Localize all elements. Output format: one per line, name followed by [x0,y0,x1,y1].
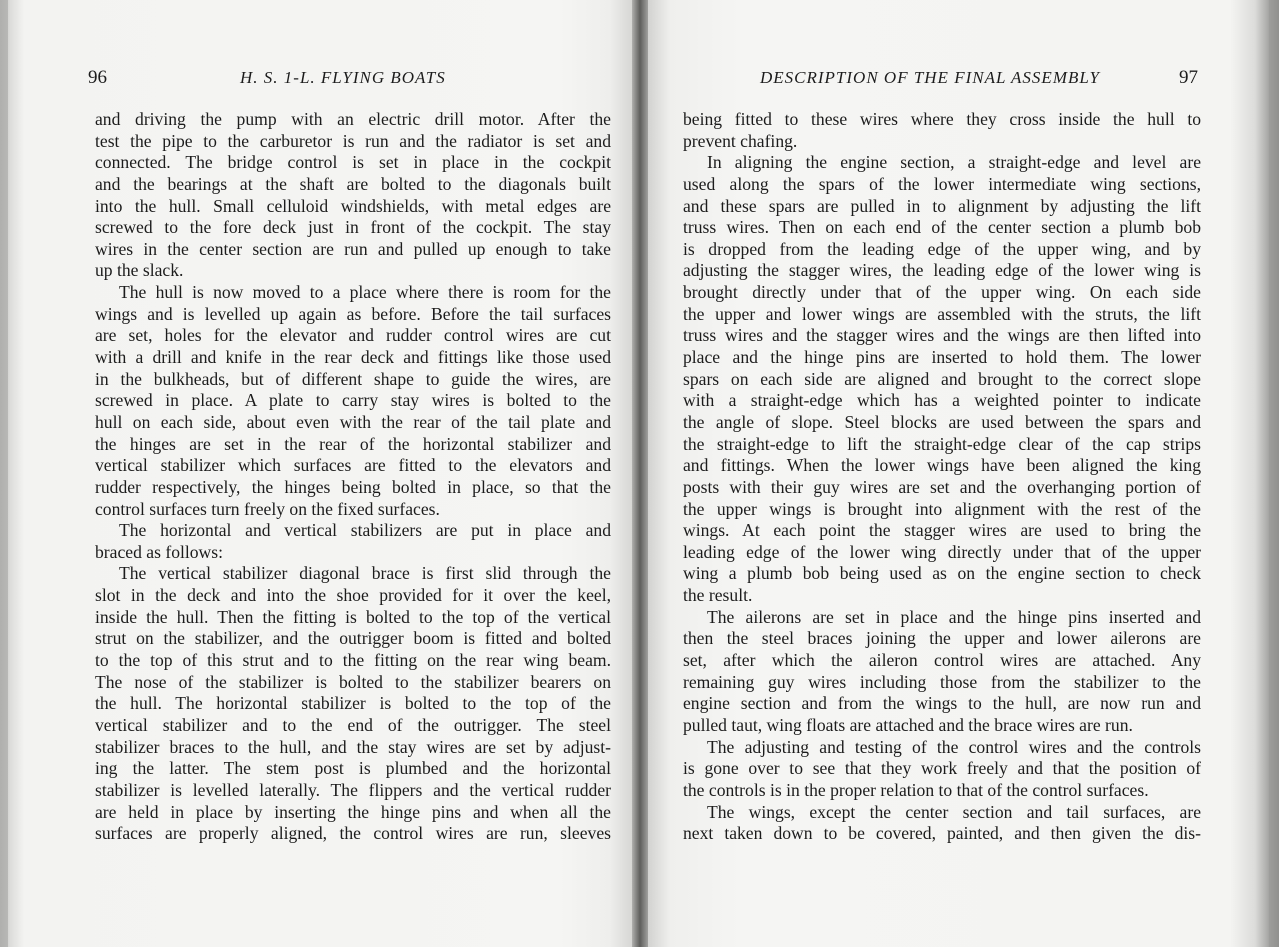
text-line: vertical stabilizer and to the end of the outrigger. The steel [95,714,611,735]
left-running-head: H. S. 1-L. FLYING BOATS [240,68,446,87]
left-page-header [88,66,618,90]
text-line: engine section and from the wings to the hull, are now run and [683,693,1201,714]
text-line: The nose of the stabilizer is bolted to the stabilizer bearers on [95,671,611,692]
text-line: pulled taut, wing floats are attached and the brace wires are run. [683,714,1133,735]
right-page-number: 97 [1179,67,1198,88]
text-line: prevent chafing. [683,130,798,151]
text-line: the upper and lower wings are assembled with the struts, the lift [683,303,1201,324]
text-line: posts with their guy wires are set and the overhanging portion of [683,476,1201,497]
left-page-number: 96 [88,67,107,88]
text-line: screwed in place. A plate to carry stay wires is bolted to the [95,390,611,411]
text-line: test the pipe to the carburetor is run and the radiator is set and [95,130,611,151]
text-line: surfaces are properly aligned, the control wires are run, sleeves [95,823,611,844]
text-line: the upper wings is brought into alignment with the rest of the [683,498,1201,519]
text-line: strut on the stabilizer, and the outrigger boom is fitted and bolted [95,628,611,649]
text-line: the angle of slope. Steel blocks are used between the spars and [683,411,1201,432]
text-line: brought directly under that of the upper wing. On each side [683,282,1201,303]
text-line: being fitted to these wires where they cross inside the hull to [683,109,1201,129]
right-page-header [760,66,1208,90]
text-line: ing the latter. The stem post is plumbed and the horizontal [95,758,611,779]
text-line: wires in the center section are run and pulled up enough to take [95,238,611,259]
text-line: The vertical stabilizer diagonal brace is first slid through the [119,563,611,584]
text-line: the controls is in the proper relation to that of the control surfaces. [683,779,1149,800]
text-line: are held in place by inserting the hinge pins and when all the [95,801,611,822]
text-line: vertical stabilizer which surfaces are fitted to the elevators and [95,455,611,476]
text-line: are set, holes for the elevator and rudder control wires are cut [95,325,611,346]
left-page-text [95,109,611,845]
text-line: the hull. The horizontal stabilizer is bolted to the top of the [95,693,611,714]
text-line: into the hull. Small celluloid windshields, with metal edges are [95,195,611,216]
text-line: connected. The bridge control is set in place in the cockpit [95,152,611,173]
page-edge-left [0,0,8,947]
text-line: stabilizer braces to the hull, and the stay wires are set by adjust- [95,736,611,757]
right-page [640,0,1279,947]
text-line: and driving the pump with an electric drill motor. After the [95,109,611,129]
text-line: is gone over to see that they work freely and that the position of [683,758,1201,779]
page-edge-right [1269,0,1279,947]
text-line: leading edge of the lower wing directly under that of the upper [683,541,1201,562]
text-line: used along the spars of the lower intermediate wing sections, [683,173,1201,194]
text-line: the straight-edge to lift the straight-edge clear of the cap strips [683,433,1201,454]
text-line: truss wires and the stagger wires and the wings are then lifted into [683,325,1201,346]
text-line: place and the hinge pins are inserted to hold them. The lower [683,347,1201,368]
right-running-head: DESCRIPTION OF THE FINAL ASSEMBLY [760,68,1100,87]
text-line: in the bulkheads, but of different shape to guide the wires, are [95,368,611,389]
text-line: next taken down to be covered, painted, and then given the dis- [683,823,1201,844]
text-line: and the bearings at the shaft are bolted to the diagonals built [95,173,611,194]
text-line: wings and is levelled up again as before. Before the tail surfaces [95,303,611,324]
text-line: to the top of this strut and to the fitting on the rear wing beam. [95,650,611,671]
text-line: is dropped from the leading edge of the upper wing, and by [683,238,1201,259]
text-line: the hinges are set in the rear of the horizontal stabilizer and [95,433,611,454]
text-line: and these spars are pulled in to alignment by adjusting the lift [683,195,1201,216]
text-line: the result. [683,585,753,606]
text-line: spars on each side are aligned and brought to the correct slope [683,368,1201,389]
text-line: The wings, except the center section and tail surfaces, are [707,801,1201,822]
text-line: with a straight-edge which has a weighted pointer to indicate [683,390,1201,411]
text-line: with a drill and knife in the rear deck and fittings like those used [95,347,611,368]
text-line: braced as follows: [95,541,224,562]
text-line: The ailerons are set in place and the hinge pins inserted and [707,606,1201,627]
book-gutter [632,0,648,947]
text-line: slot in the deck and into the shoe provided for it over the keel, [95,585,611,606]
text-line: screwed to the fore deck just in front of the cockpit. The stay [95,217,611,238]
right-page-text [683,109,1201,845]
text-line: wings. At each point the stagger wires are used to bring the [683,520,1201,541]
text-line: control surfaces turn freely on the fixed surfaces. [95,498,440,519]
text-line: The hull is now moved to a place where there is room for the [119,282,611,303]
text-line: The horizontal and vertical stabilizers are put in place and [119,520,611,541]
text-line: set, after which the aileron control wires are attached. Any [683,650,1201,671]
text-line: adjusting the stagger wires, the leading edge of the lower wing is [683,260,1201,281]
text-line: inside the hull. Then the fitting is bolted to the top of the vertical [95,606,611,627]
text-line: remaining guy wires including those from the stabilizer to the [683,671,1201,692]
text-line: The adjusting and testing of the control wires and the controls [707,736,1201,757]
text-line: rudder respectively, the hinges being bolted in place, so that the [95,476,611,497]
text-line: and fittings. When the lower wings have been aligned the king [683,455,1201,476]
text-line: truss wires. Then on each end of the center section a plumb bob [683,217,1201,238]
text-line: In aligning the engine section, a straight-edge and level are [707,152,1201,173]
text-line: up the slack. [95,260,184,281]
text-line: then the steel braces joining the upper and lower ailerons are [683,628,1201,649]
text-line: hull on each side, about even with the rear of the tail plate and [95,411,611,432]
text-line: wing a plumb bob being used as on the engine section to check [683,563,1201,584]
text-line: stabilizer is levelled laterally. The flippers and the vertical rudder [95,779,611,800]
